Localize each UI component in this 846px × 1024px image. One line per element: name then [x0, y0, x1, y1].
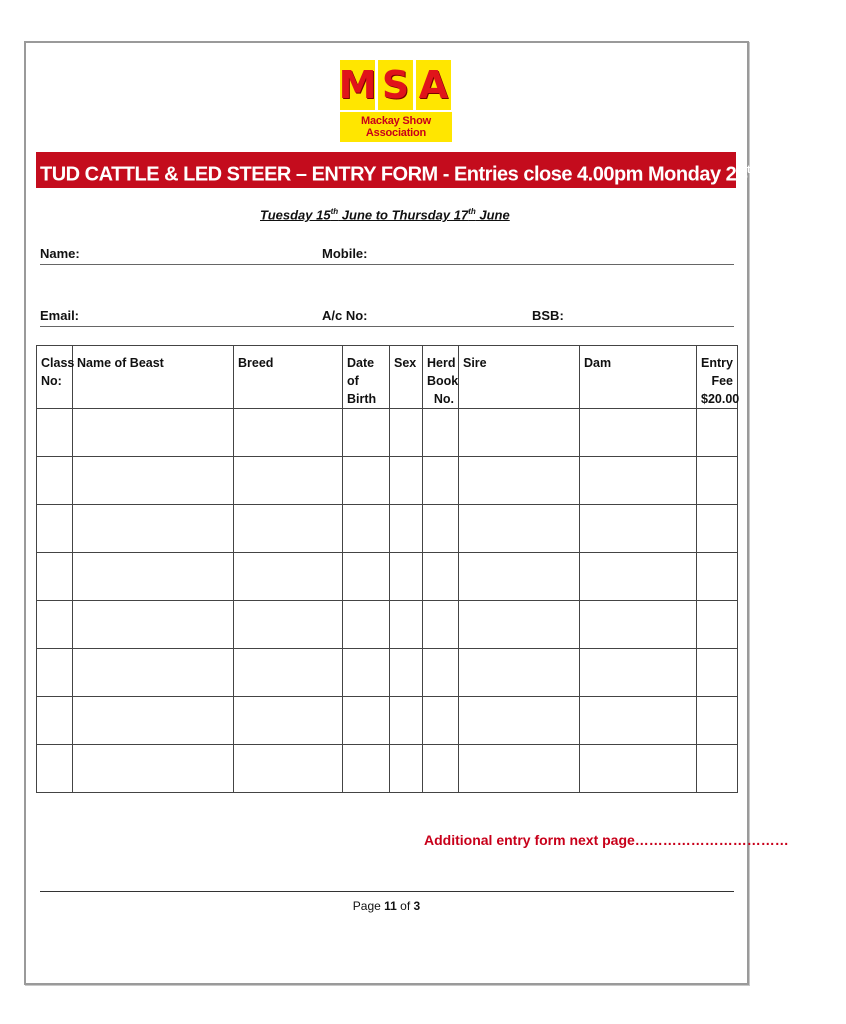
- cell-class-no[interactable]: [37, 649, 73, 697]
- cell-breed[interactable]: [234, 553, 343, 601]
- cell-sex[interactable]: [390, 697, 423, 745]
- header-sire: Sire: [459, 346, 580, 409]
- cell-breed[interactable]: [234, 649, 343, 697]
- cell-sire[interactable]: [459, 409, 580, 457]
- dates-part-2: June to Thursday 17: [338, 207, 469, 223]
- cell-herd-book-no[interactable]: [423, 697, 459, 745]
- cell-sex[interactable]: [390, 649, 423, 697]
- cell-herd-book-no[interactable]: [423, 553, 459, 601]
- cell-breed[interactable]: [234, 505, 343, 553]
- page-current: 11: [384, 899, 397, 913]
- cell-dam[interactable]: [580, 553, 697, 601]
- cell-dam[interactable]: [580, 601, 697, 649]
- title-prefix: TUD CATTLE & LED STEER – ENTRY FORM - Entries close 4.00pm Monday 24: [40, 163, 747, 186]
- cell-class-no[interactable]: [37, 409, 73, 457]
- mobile-label: Mobile:: [322, 246, 368, 261]
- cell-sire[interactable]: [459, 745, 580, 793]
- cell-breed[interactable]: [234, 409, 343, 457]
- cell-sire[interactable]: [459, 457, 580, 505]
- header-entry-fee: Entry Fee $20.00: [697, 346, 738, 409]
- header-herd-book-no: Herd Book No.: [423, 346, 459, 409]
- header-class-no: Class No:: [37, 346, 73, 409]
- page-total: 3: [413, 899, 421, 913]
- cell-herd-book-no[interactable]: [423, 457, 459, 505]
- ac-no-label: A/c No:: [322, 308, 368, 323]
- name-label: Name:: [40, 246, 80, 261]
- table-row: [37, 553, 738, 601]
- table-row: [37, 409, 738, 457]
- cell-dam[interactable]: [580, 697, 697, 745]
- table-row: [37, 601, 738, 649]
- additional-entry-note: Additional entry form next page……………………………: [424, 832, 789, 848]
- cell-sex[interactable]: [390, 553, 423, 601]
- cell-herd-book-no[interactable]: [423, 649, 459, 697]
- cell-sex[interactable]: [390, 505, 423, 553]
- cell-dam[interactable]: [580, 505, 697, 553]
- cell-date-of-birth[interactable]: [343, 601, 390, 649]
- bsb-label: BSB:: [532, 308, 564, 323]
- cell-date-of-birth[interactable]: [343, 457, 390, 505]
- cell-sire[interactable]: [459, 601, 580, 649]
- form-title: [36, 152, 846, 188]
- cell-entry-fee[interactable]: [697, 745, 738, 793]
- cell-name-of-beast[interactable]: [73, 409, 234, 457]
- cell-name-of-beast[interactable]: [73, 457, 234, 505]
- dates-part-1: Tuesday 15: [260, 207, 331, 223]
- header-sex: Sex: [390, 346, 423, 409]
- header-dam: Dam: [580, 346, 697, 409]
- cell-entry-fee[interactable]: [697, 505, 738, 553]
- page-of: of: [396, 899, 414, 913]
- cell-sire[interactable]: [459, 553, 580, 601]
- cell-class-no[interactable]: [37, 553, 73, 601]
- cell-breed[interactable]: [234, 745, 343, 793]
- logo-subtitle: Mackay Show Association: [340, 112, 452, 142]
- cell-dam[interactable]: [580, 745, 697, 793]
- cell-entry-fee[interactable]: [697, 649, 738, 697]
- cell-dam[interactable]: [580, 649, 697, 697]
- cell-date-of-birth[interactable]: [343, 505, 390, 553]
- cell-name-of-beast[interactable]: [73, 697, 234, 745]
- page-prefix: Page: [352, 899, 385, 913]
- table-row: [37, 697, 738, 745]
- cell-breed[interactable]: [234, 697, 343, 745]
- cell-sire[interactable]: [459, 649, 580, 697]
- cell-class-no[interactable]: [37, 745, 73, 793]
- cell-entry-fee[interactable]: [697, 457, 738, 505]
- cell-name-of-beast[interactable]: [73, 649, 234, 697]
- form-page: [24, 41, 846, 985]
- email-ac-bsb-line[interactable]: [40, 326, 734, 327]
- show-dates: [260, 207, 510, 222]
- cell-class-no[interactable]: [37, 601, 73, 649]
- page-number: [26, 899, 747, 913]
- title-superscript: th: [746, 164, 757, 176]
- cell-name-of-beast[interactable]: [73, 553, 234, 601]
- cell-herd-book-no[interactable]: [423, 601, 459, 649]
- header-breed: Breed: [234, 346, 343, 409]
- cell-name-of-beast[interactable]: [73, 745, 234, 793]
- cell-entry-fee[interactable]: [697, 601, 738, 649]
- cell-date-of-birth[interactable]: [343, 553, 390, 601]
- cell-date-of-birth[interactable]: [343, 409, 390, 457]
- logo-letter-a: A: [416, 60, 451, 110]
- table-row: [37, 745, 738, 793]
- cell-dam[interactable]: [580, 409, 697, 457]
- dates-sup-2: th: [468, 207, 476, 216]
- cell-breed[interactable]: [234, 601, 343, 649]
- cell-class-no[interactable]: [37, 505, 73, 553]
- cell-sex[interactable]: [390, 601, 423, 649]
- footer-divider: [40, 891, 734, 892]
- cell-sire[interactable]: [459, 505, 580, 553]
- name-mobile-line[interactable]: [40, 264, 734, 265]
- msa-logo: [340, 60, 456, 138]
- cell-sire[interactable]: [459, 697, 580, 745]
- entries-body: [37, 409, 738, 793]
- cell-name-of-beast[interactable]: [73, 601, 234, 649]
- dates-part-3: June: [475, 207, 510, 223]
- header-date-of-birth: Date of Birth: [343, 346, 390, 409]
- cell-date-of-birth[interactable]: [343, 745, 390, 793]
- cell-class-no[interactable]: [37, 457, 73, 505]
- table-row: [37, 649, 738, 697]
- cell-sex[interactable]: [390, 745, 423, 793]
- cell-name-of-beast[interactable]: [73, 505, 234, 553]
- cell-entry-fee[interactable]: [697, 697, 738, 745]
- cell-herd-book-no[interactable]: [423, 409, 459, 457]
- header-name-of-beast: Name of Beast: [73, 346, 234, 409]
- cell-herd-book-no[interactable]: [423, 505, 459, 553]
- cell-entry-fee[interactable]: [697, 409, 738, 457]
- dates-sup-1: th: [330, 207, 339, 216]
- table-row: [37, 505, 738, 553]
- cell-sex[interactable]: [390, 409, 423, 457]
- cell-date-of-birth[interactable]: [343, 649, 390, 697]
- cell-breed[interactable]: [234, 457, 343, 505]
- cell-dam[interactable]: [580, 457, 697, 505]
- logo-letter-s: S: [378, 60, 413, 110]
- table-header-row: [37, 346, 738, 409]
- cell-sex[interactable]: [390, 457, 423, 505]
- cell-herd-book-no[interactable]: [423, 745, 459, 793]
- table-row: [37, 457, 738, 505]
- cell-date-of-birth[interactable]: [343, 697, 390, 745]
- cell-entry-fee[interactable]: [697, 553, 738, 601]
- email-label: Email:: [40, 308, 80, 323]
- cell-class-no[interactable]: [37, 697, 73, 745]
- entries-table: [36, 345, 738, 793]
- title-suffix: May 2021: [756, 163, 846, 186]
- logo-letter-m: M: [340, 60, 375, 110]
